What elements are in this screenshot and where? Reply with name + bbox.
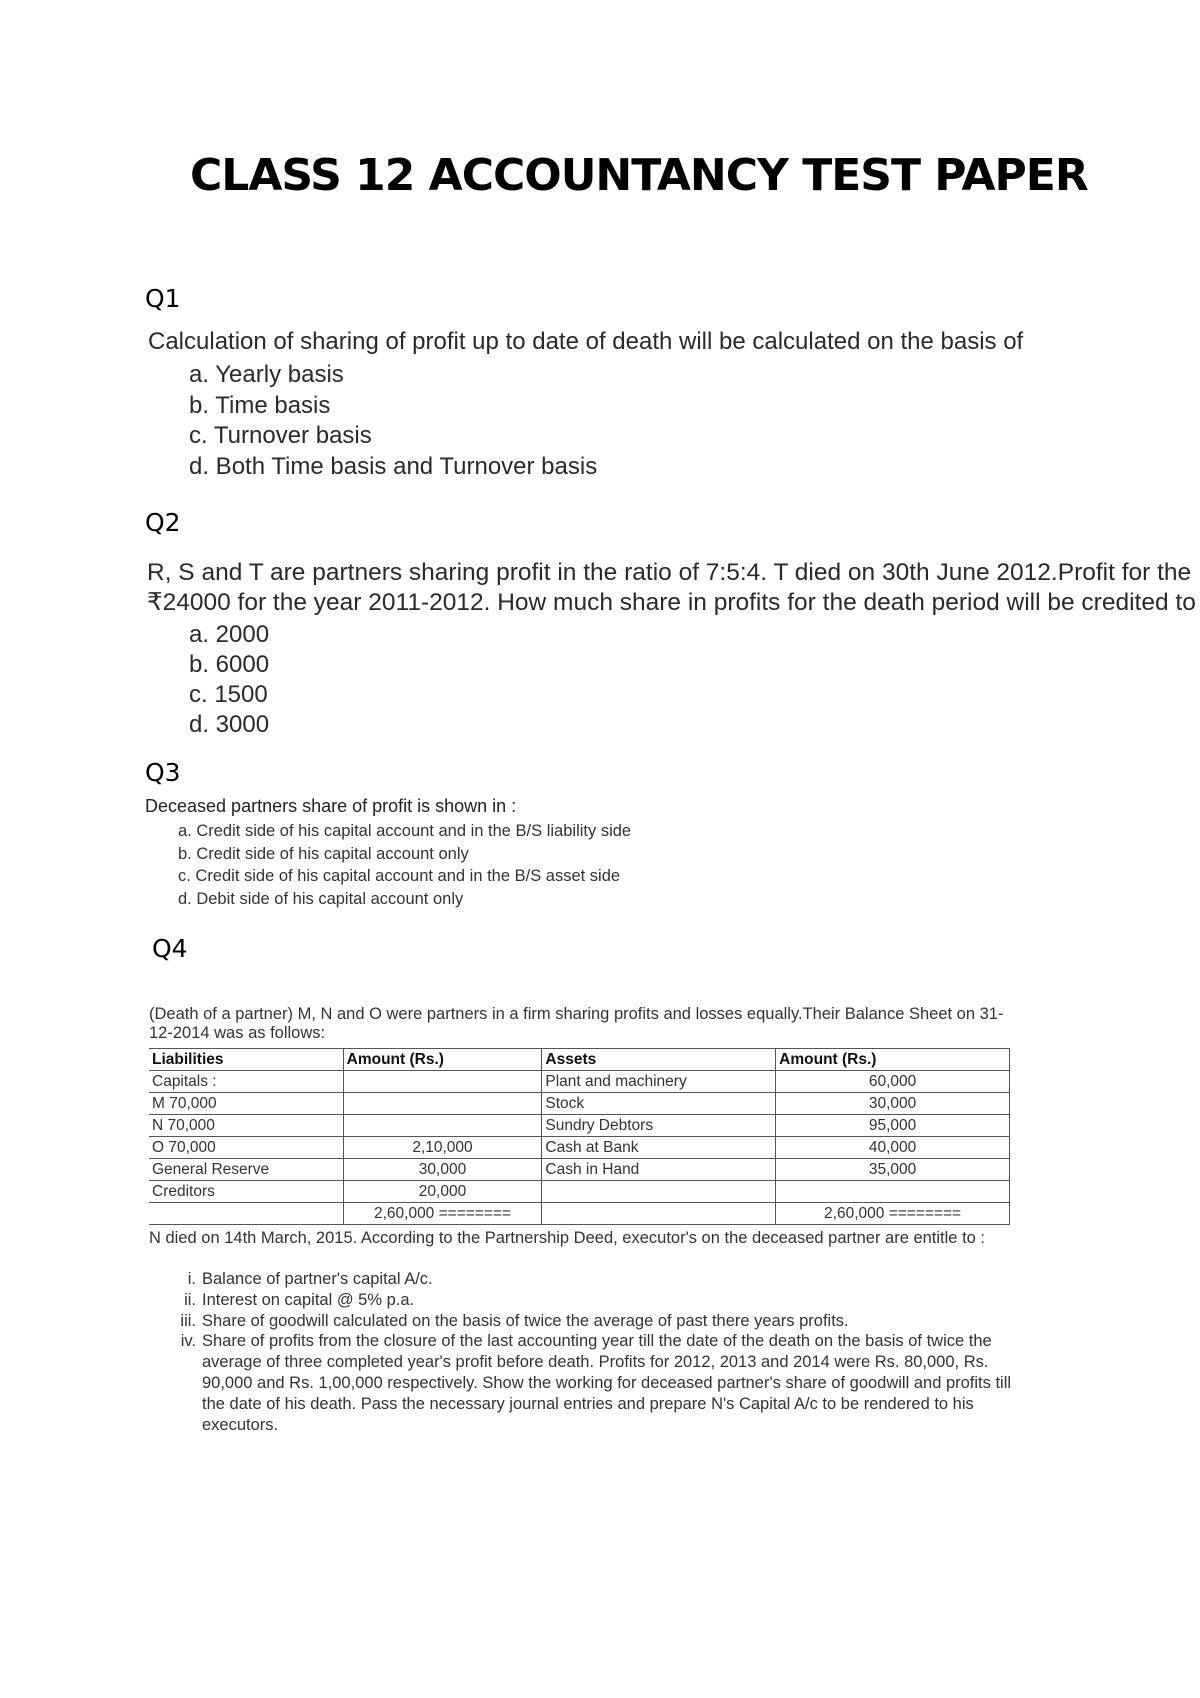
asset-cell: Sundry Debtors <box>542 1115 776 1137</box>
q2-option-c: c. 1500 <box>189 681 268 708</box>
list-item-text: Share of goodwill calculated on the basis of twice the average of past there years profits. <box>202 1311 849 1330</box>
q1-option-a: a. Yearly basis <box>189 361 344 388</box>
asset-cell <box>542 1203 776 1225</box>
header-liabilities-amount: Amount (Rs.) <box>343 1049 542 1071</box>
q2-options <box>189 620 269 740</box>
table-row <box>149 1071 1010 1093</box>
header-assets: Assets <box>542 1049 776 1071</box>
liability-cell: O 70,000 <box>149 1137 343 1159</box>
q1-option-b: b. Time basis <box>189 391 331 419</box>
header-assets-amount: Amount (Rs.) <box>776 1049 1010 1071</box>
q3-option-c: c. Credit side of his capital account and in the B/S asset side <box>178 867 621 885</box>
table-row <box>149 1093 1010 1115</box>
liability-amount-cell: 30,000 <box>343 1159 542 1181</box>
list-item <box>178 1269 1018 1290</box>
q1-options <box>189 360 597 482</box>
liability-amount-cell: 20,000 <box>343 1181 542 1203</box>
asset-cell <box>542 1181 776 1203</box>
liability-cell: M 70,000 <box>149 1093 343 1115</box>
q2-stem <box>147 558 1200 618</box>
q3-option-d: d. Debit side of his capital account only <box>178 889 464 908</box>
liability-cell <box>149 1203 343 1225</box>
asset-amount-cell: 30,000 <box>776 1093 1010 1115</box>
liability-total-cell: 2,60,000 ======== <box>343 1203 542 1225</box>
table-row <box>149 1137 1010 1159</box>
q3-options <box>178 820 631 910</box>
list-item <box>178 1311 1018 1332</box>
table-row <box>149 1159 1010 1181</box>
liability-cell: General Reserve <box>149 1159 343 1181</box>
list-item-number: ii. <box>184 1290 196 1309</box>
asset-cell: Stock <box>542 1093 776 1115</box>
q4-intro: (Death of a partner) M, N and O were partners in a firm sharing profits and losses equally.Their Balance Sheet on 31-12-2014 was as follows: <box>149 1005 1004 1042</box>
q2-stem-line-2: ₹24000 for the year 2011-2012. How much share in profits for the death period will be credited to <box>147 589 1196 616</box>
q2-option-a: a. 2000 <box>189 621 270 648</box>
liability-cell: Creditors <box>149 1181 343 1203</box>
table-row <box>149 1181 1010 1203</box>
liability-amount-cell <box>343 1115 542 1137</box>
q2-option-b: b. 6000 <box>189 651 270 678</box>
list-item <box>178 1290 1018 1311</box>
q3-stem: Deceased partners share of profit is shown in : <box>145 796 517 816</box>
q1-option-d: d. Both Time basis and Turnover basis <box>189 452 598 480</box>
q3-option-a: a. Credit side of his capital account and in the B/S liability side <box>178 822 632 840</box>
asset-total-cell: 2,60,000 ======== <box>776 1203 1010 1225</box>
list-item-number: iv. <box>180 1332 196 1351</box>
list-item-text: Share of profits from the closure of the last accounting year till the date of the death on the basis of twice the average of three completed year's profit before death. Profits for 2012, 2013 and 2014 were Rs. 80,000, Rs. 90,000 and Rs. 1,00,000 respectively. Show the working for deceased partner's share of goodwill and profits till the date of his death. Pass the necessary journal entries and prepare N's Capital A/c to be rendered to his executors. <box>202 1332 1012 1434</box>
liability-amount-cell: 2,10,000 <box>343 1137 542 1159</box>
list-item-number: i. <box>187 1270 196 1288</box>
q3-option-b: b. Credit side of his capital account only <box>178 844 469 863</box>
list-item-text: Balance of partner's capital A/c. <box>202 1270 433 1288</box>
q1-stem: Calculation of sharing of profit up to date of death will be calculated on the basis of <box>148 328 1024 355</box>
q1-option-c: c. Turnover basis <box>189 422 372 449</box>
liability-cell: N 70,000 <box>149 1115 343 1137</box>
liability-amount-cell <box>343 1093 542 1115</box>
asset-cell: Cash in Hand <box>542 1159 776 1181</box>
asset-cell: Plant and machinery <box>542 1071 776 1093</box>
q3-heading: Q3 <box>145 758 181 787</box>
liability-amount-cell <box>343 1071 542 1093</box>
q2-stem-line-1: R, S and T are partners sharing profit in the ratio of 7:5:4. T died on 30th June 2012.Profit for the <box>147 559 1192 586</box>
table-total-row <box>149 1203 1010 1225</box>
table-row <box>149 1115 1010 1137</box>
table-header-row <box>149 1049 1010 1071</box>
page-title: CLASS 12 ACCOUNTANCY TEST PAPER <box>190 150 1088 201</box>
balance-sheet-table <box>149 1048 1010 1225</box>
q4-heading: Q4 <box>152 934 188 963</box>
list-item-number: iii. <box>180 1311 196 1330</box>
q4-entitlements-list <box>178 1269 1018 1435</box>
list-item-text: Interest on capital @ 5% p.a. <box>202 1290 415 1309</box>
q2-heading: Q2 <box>145 508 181 537</box>
list-item <box>178 1331 1018 1435</box>
asset-amount-cell <box>776 1181 1010 1203</box>
asset-amount-cell: 60,000 <box>776 1071 1010 1093</box>
q4-death-note: N died on 14th March, 2015. According to the Partnership Deed, executor's on the deceased partner are entitle to : <box>149 1229 985 1247</box>
asset-amount-cell: 35,000 <box>776 1159 1010 1181</box>
q1-heading: Q1 <box>145 284 181 313</box>
asset-amount-cell: 40,000 <box>776 1137 1010 1159</box>
liability-cell: Capitals : <box>149 1071 343 1093</box>
q2-option-d: d. 3000 <box>189 711 270 738</box>
asset-amount-cell: 95,000 <box>776 1115 1010 1137</box>
asset-cell: Cash at Bank <box>542 1137 776 1159</box>
header-liabilities: Liabilities <box>149 1049 343 1071</box>
